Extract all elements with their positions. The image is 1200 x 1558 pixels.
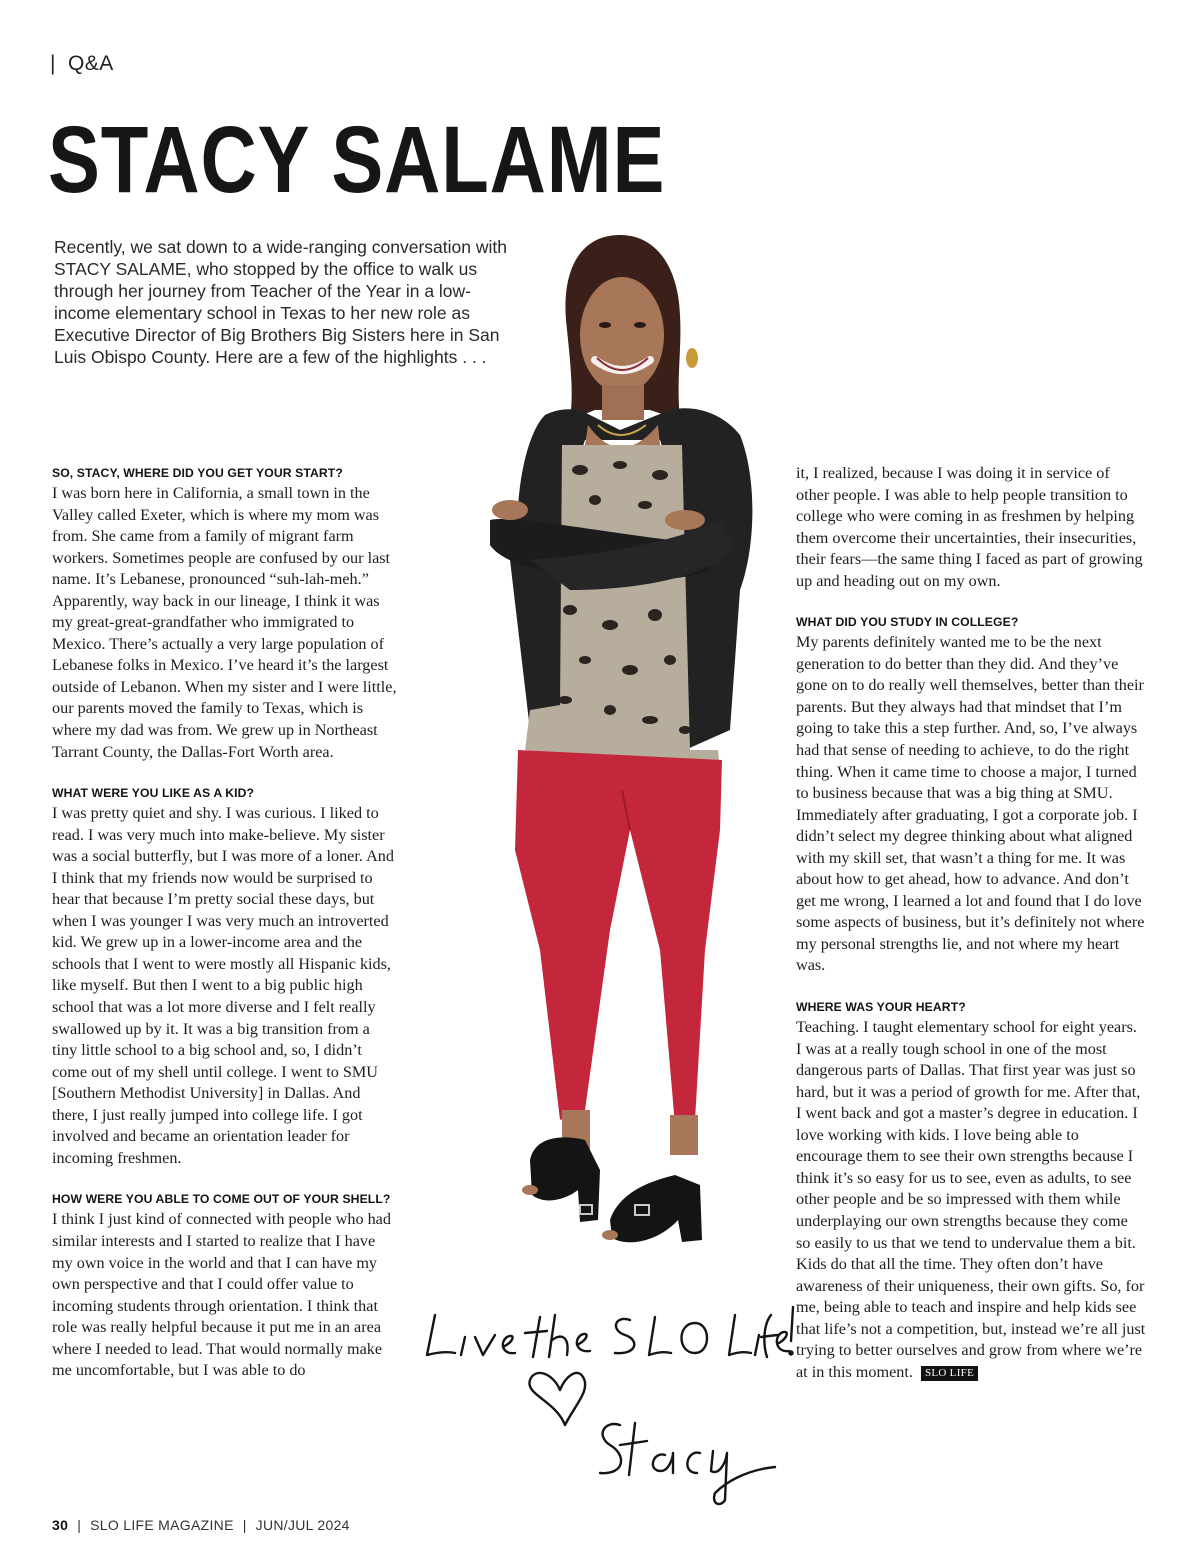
heart-icon — [529, 1373, 585, 1425]
magazine-name: SLO LIFE MAGAZINE — [90, 1517, 234, 1533]
issue-date: JUN/JUL 2024 — [255, 1517, 350, 1533]
section-tag — [50, 52, 114, 76]
answer-paragraph: My parents definitely wanted me to be the next generation to do better than they did. And they’ve gone on to do really well themselves, better than their parents. But they always had that mindset that I’m going to take this a step further. And, so, I’ve always had that sense of needing to achieve, to do the right thing. When it came time to choose a major, I turned to business because that was a big thing at SMU. Immediately after graduating, I got a corporate job. I didn’t select my degree thinking about what aligned with my skill set, that wasn’t a thing for me. It was about how to get ahead, how to advance. And don’t get me wrong, I learned a lot and found that I do love some aspects of business, but it’s definitely not where my personal strengths lie, and not where my heart was. — [796, 633, 1145, 975]
qa-block-college — [796, 612, 1146, 977]
answer-paragraph — [796, 1017, 1146, 1383]
portrait-photo — [470, 230, 770, 1305]
answer-paragraph: I was pretty quiet and shy. I was curious. I liked to read. I was very much into make-believe. My sister was a social butterfly, but I was more of a loner. And I think that my friends now would be surprised to hear that because I’m pretty social these days, but when I was younger I was very much an introverted kid. We grew up in a lower-income area and the schools that I went to were mostly all Hispanic kids, like myself. But then I went to a big public high school that was a lot more diverse and I felt really swallowed up by it. It was a big transition from a tiny little school to a big school and, so, I didn’t come out of my shell until college. I went to SMU [Southern Methodist University] in Dallas. And there, I just really jumped into college life. I got involved and became an orientation leader for incoming freshmen. — [52, 804, 394, 1167]
end-mark-logo: SLO LIFE — [921, 1366, 978, 1381]
section-divider: | — [50, 52, 56, 75]
question-heading: HOW WERE YOU ABLE TO COME OUT OF YOUR SHELL? — [52, 1192, 391, 1207]
answer-paragraph: I was born here in California, a small town in the Valley called Exeter, which is where my mom was from. She came from a family of migrant farm workers. Sometimes people are confused by our last name. It’s Lebanese, pronounced “suh-lah-meh.” Apparently, way back in our lineage, I think it was my great-great-grandfather who immigrated to Mexico. There’s actually a very large population of Lebanese folks in Mexico. I’ve heard it’s the largest outside of Lebanon. When my sister and I were little, our parents moved the family to Texas, which is where my dad was from. We grew up in Northeast Tarrant County, the Dallas-Fort Worth area. — [52, 484, 397, 761]
page-footer — [52, 1517, 350, 1533]
qa-block-shell — [52, 1189, 397, 1381]
continued-paragraph: it, I realized, because I was doing it in service of other people. I was able to help people transition to college who were coming in as freshmen by helping them overcome their uncertainties, their insecurities, their fears—the same thing I faced as part of growing up and heading out on my own. — [796, 464, 1143, 590]
qa-block-heart — [796, 997, 1146, 1383]
signature-text: Live the SLO Life! — [435, 1505, 443, 1506]
left-sandal — [530, 1137, 600, 1222]
answer-text: Teaching. I taught elementary school for eight years. I was at a really tough school in one of the most dangerous parts of Dallas. That first year was just so hard, but it was a period of growth for me. After that, I went back and got a master’s degree in education. I love working with kids. I love being able to encourage them to see their own strengths because I think it’s so easy for us to see, even as adults, to see other people and be so impressed with them while underplaying our own strengths because they come so easily to us that we tend to undervalue them a bit. Kids do that all the time. They often don’t have awareness of their uniqueness, their own gifts. So, for me, being able to teach and inspire and help kids see that life’s not a competition, but, instead we’re all just trying to better ourselves and grow from where we’re at in this moment. — [796, 1018, 1146, 1381]
red-pants — [515, 750, 722, 1125]
answer-paragraph: I think I just kind of connected with people who had similar interests and I started to realize that I have my own voice in the world and that I can have my own perspective and that I could offer value to incoming students through orientation. I think that role was really helpful because it put me in an area where I needed to lead. That would normally make me uncomfortable, but I was able to do — [52, 1210, 391, 1380]
right-sandal — [610, 1175, 702, 1242]
face — [580, 277, 664, 393]
question-heading: WHAT DID YOU STUDY IN COLLEGE? — [796, 615, 1019, 630]
intro-paragraph: Recently, we sat down to a wide-ranging conversation with STACY SALAME, who stopped by the office to walk us through her journey from Teacher of the Year in a low-income elementary school in Texas to her new role as Executive Director of Big Brothers Big Sisters here in San Luis Obispo County. Here are a few of the highlights . . . — [54, 237, 507, 367]
page-title: STACY SALAME — [48, 107, 666, 213]
question-heading: SO, STACY, WHERE DID YOU GET YOUR START? — [52, 466, 343, 480]
left-column — [52, 463, 397, 1402]
qa-block-start — [52, 463, 397, 763]
footer-divider: | — [242, 1517, 247, 1533]
qa-block-childhood — [52, 783, 397, 1169]
footer-divider: | — [77, 1517, 82, 1533]
question-heading: WHERE WAS YOUR HEART? — [796, 1000, 966, 1015]
right-column — [796, 463, 1146, 1403]
question-heading: WHAT WERE YOU LIKE AS A KID? — [52, 786, 255, 801]
handwritten-signature — [415, 1295, 795, 1510]
page-number: 30 — [52, 1517, 69, 1533]
section-label: Q&A — [67, 52, 114, 75]
